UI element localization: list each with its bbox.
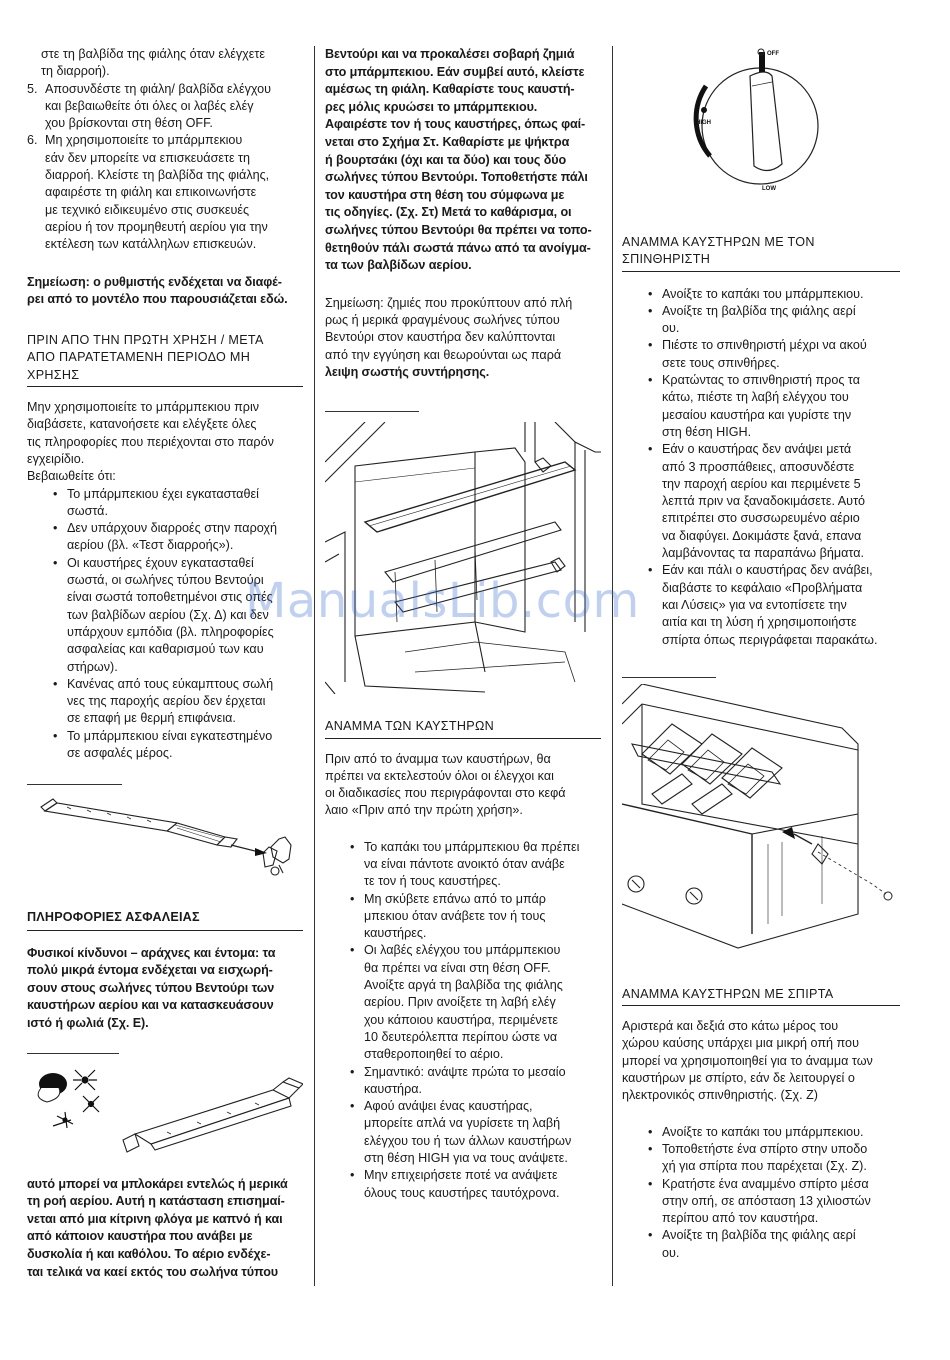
match-list — [622, 1124, 900, 1262]
text-line: Μην χρησιμοποιείτε το μπάρμπεκιου πριν — [27, 400, 260, 415]
text-line: λεπτά πριν να ξαναδοκιμάσετε. Αυτό — [662, 494, 866, 509]
text-line: σε επαφή με θερμή επιφάνεια. — [67, 711, 236, 726]
list-item — [350, 942, 601, 1063]
list-item — [53, 728, 303, 763]
text-line: Σημείωση: ο ρυθμιστής ενδέχεται να διαφέ- — [27, 274, 282, 289]
text-line: μεσαίου καυστήρα και γυρίστε την — [662, 407, 852, 422]
list-item — [27, 81, 303, 133]
text-line: Πριν από το άναμμα των καυστήρων, θα — [325, 751, 551, 766]
knob-high-label: HIGH — [696, 120, 711, 126]
text-line: • Ανοίξτε τη βαλβίδα της φιάλης αερί — [662, 1228, 856, 1243]
text-line: τα των βαλβίδων αερίου. — [325, 258, 472, 273]
text-line: από κάποιον καυστήρα που ανάβει με — [27, 1229, 253, 1244]
text-line: στη θέση HIGH για να τους ανάψετε. — [364, 1151, 568, 1166]
text-line: με τεχνικό ειδικευμένο στις συσκευές — [45, 202, 250, 217]
text-line: • Το καπάκι του μπάρμπεκιου θα πρέπει — [364, 839, 580, 854]
text-line: σωστά, οι σωλήνες τύπου Βεντούρι — [67, 573, 264, 588]
text-line: στο μπάρμπεκιου. Εάν συμβεί αυτό, κλείστε — [325, 64, 585, 79]
regulator-note — [27, 274, 303, 309]
text-line: νες της παροχής αερίου δεν έρχεται — [67, 694, 266, 709]
text-line: ηλεκτρονικός σπινθηριστής. (Σχ. Ζ) — [622, 1088, 818, 1103]
first-use-heading — [27, 332, 303, 387]
lighting-intro — [325, 751, 601, 820]
blockage-text — [27, 1176, 303, 1282]
text-line: εκτέλεση των κατάλληλων επισκευών. — [45, 237, 257, 252]
text-line: • Πιέστε το σπινθηριστή μέχρι να ακού — [662, 338, 867, 353]
text-line: των βαλβίδων αερίου (Σχ. Δ) και δεν — [67, 607, 269, 622]
text-line: στήρων). — [67, 659, 118, 674]
text-line: Αφαιρέστε τον ή τους καυστήρες, όπως φαί- — [325, 117, 586, 132]
list-item — [648, 441, 900, 562]
list-item — [350, 1098, 601, 1167]
text-line: καυστήρων με σπίρτο, εάν δε λειτουργεί ο — [622, 1071, 855, 1086]
text-line: λειψη σωστής συντήρησης. — [325, 364, 490, 379]
step-number: 5. — [27, 81, 38, 96]
list-item — [648, 337, 900, 372]
text-line: • Ανοίξτε το καπάκι του μπάρμπεκιου. — [662, 286, 864, 301]
text-line: μπεκιου όταν ανάβετε τον ή τους — [364, 908, 546, 923]
text-line: χου κάποιου καυστήρα, περιμένετε — [364, 1012, 558, 1027]
text-line: στη θέση HIGH. — [662, 424, 752, 439]
text-line: από 3 προσπάθειες, αποσυνδέστε — [662, 459, 855, 474]
match-intro — [622, 1018, 900, 1104]
safety-text — [27, 945, 303, 1033]
text-line: 10 δευτερόλεπτα περίπου ώστε να — [364, 1029, 558, 1044]
intro-continued — [27, 46, 303, 81]
text-line: μπορείτε απλά να γυρίσετε τη λαβή — [364, 1116, 561, 1131]
list-item — [53, 486, 303, 521]
list-item — [648, 1176, 900, 1228]
text-line: αμέσως τη φιάλη. Καθαρίστε τους καυστή- — [325, 82, 575, 97]
text-line: ρες μόλις κρυώσει το μπάρμπεκιου. — [325, 99, 538, 114]
text-line: τις οδηγίες. (Σχ. Στ) Μετά το καθάρισμα, οι — [325, 205, 572, 220]
text-line: σε ασφαλές μέρος. — [67, 745, 173, 760]
heading-line: ΑΝΑΜΜΑ ΚΑΥΣΤΗΡΩΝ ΜΕ ΤΟΝ — [622, 235, 815, 249]
list-item — [350, 1167, 601, 1202]
text-line: στε τη βαλβίδα της φιάλης όταν ελέγχετε — [41, 47, 265, 61]
figure-rule — [325, 411, 419, 412]
text-line: Ανοίξτε αργά τη βαλβίδα της φιάλης — [364, 978, 563, 993]
text-line: σωλήνες τύπου Βεντούρι. Τοποθετήστε πάλι — [325, 170, 588, 185]
text-line: νεται στο Σχήμα Στ. Καθαρίστε με ψήκτρα — [325, 134, 570, 149]
list-item — [648, 1227, 900, 1262]
text-line: διαβάσετε, κατανοήσετε και ελέγξετε όλες — [27, 417, 257, 432]
text-line: περίπου από τον καυστήρα. — [662, 1211, 819, 1226]
text-line: αυτό μπορεί να μπλοκάρει εντελώς ή μερικά — [27, 1176, 288, 1191]
column-1 — [27, 46, 303, 1281]
text-line: ασφαλείας και καθαρισμού των καυ — [67, 642, 264, 657]
column-3 — [622, 46, 900, 1262]
text-line: • Κρατήστε ένα αναμμένο σπίρτο μέσα — [662, 1176, 869, 1191]
column-divider-right — [612, 46, 613, 1286]
text-line: • Ανοίξτε το καπάκι του μπάρμπεκιου. — [662, 1124, 864, 1139]
text-line: σωλήνες τύπου Βεντούρι θα πρέπει να τοπο- — [325, 222, 592, 237]
step-number: 6. — [27, 133, 38, 148]
text-line: τις πληροφορίες που περιέχονται στο παρόν — [27, 434, 274, 449]
text-line: καυστήρες. — [364, 926, 427, 941]
text-line: τον καυστήρα στη θέση του σύμφωνα με — [325, 187, 565, 202]
text-line: τη ροή αερίου. Αυτή η κατάσταση επισημαί- — [27, 1194, 285, 1209]
text-line: οι διαδικασίες που περιγράφονται στο κεφά — [325, 786, 566, 801]
text-line: είναι σωστά τοποθετημένοι στις οπές — [67, 590, 273, 605]
text-line: • Αφού ανάψει ένας καυστήρας, — [364, 1099, 533, 1114]
text-line: επιτρέπει στο συσσωρευμένο αέριο — [662, 511, 860, 526]
text-line: σουν στους σωλήνες τύπου Βεντούρι των — [27, 980, 275, 995]
list-item — [53, 676, 303, 728]
text-line: κάτω, πιέστε τη λαβή ελέγχου του — [662, 390, 849, 405]
list-item — [350, 1064, 601, 1099]
venturi-tube-figure — [27, 793, 303, 893]
text-line: Βεντούρι στον καυστήρα δεν καλύπτονται — [325, 330, 556, 345]
heading-line: ΣΠΙΝΘΗΡΙΣΤΗ — [622, 252, 711, 267]
igniter-list — [622, 286, 900, 649]
text-line: λαμβάνοντας τα παραπάνω βήματα. — [662, 546, 865, 561]
figure-rule — [622, 677, 716, 678]
figure-rule — [27, 1053, 119, 1054]
text-line: ελέγχου του ή των άλλων καυστήρων — [364, 1133, 572, 1148]
text-line: • Τοποθετήστε ένα σπίρτο στην υποδο — [662, 1141, 868, 1156]
text-line: Σημείωση: ζημιές που προκύπτουν από πλή — [325, 295, 573, 310]
text-line: ται τελικά να καεί εκτός του σωλήνα τύπου — [27, 1264, 279, 1279]
lighting-list — [325, 839, 601, 1202]
text-line: σετε τους σπινθήρες. — [662, 355, 780, 370]
igniter-heading — [622, 234, 900, 272]
column-divider-left — [314, 46, 315, 1286]
text-line: να είναι πάντοτε ανοικτό όταν ανάβε — [364, 856, 565, 871]
text-line: σωστά. — [67, 503, 108, 518]
heading-line: ΑΠΟ ΠΑΡΑΤΕΤΑΜΕΝΗ ΠΕΡΙΟΔΟ ΜΗ — [27, 350, 251, 365]
text-line: • Οι λαβές ελέγχου του μπάρμπεκιου — [364, 943, 561, 958]
text-line: στην οπή, σε απόσταση 13 χιλιοστών — [662, 1193, 871, 1208]
text-line: θα πρέπει να είναι στη θέση OFF. — [364, 960, 551, 975]
text-line: • Κανένας από τους εύκαμπτους σωλή — [67, 676, 274, 691]
column-2 — [325, 46, 601, 1202]
text-line: • Εάν ο καυστήρας δεν ανάψει μετά — [662, 442, 852, 457]
text-line: αερίου. Πριν ανοίξετε τη λαβή ελέγ — [364, 995, 556, 1010]
text-line: από την εγγύηση και θεωρούνται ως παρά — [325, 347, 562, 362]
figure-rule — [27, 784, 122, 785]
text-line: αιτία και τη λύση ή χρησιμοποιήστε — [662, 615, 857, 630]
text-line: πολύ μικρά έντομα ενδέχεται να εισχωρή- — [27, 963, 273, 978]
lighting-heading: ΑΝΑΜΜΑ ΤΩΝ ΚΑΥΣΤΗΡΩΝ — [325, 718, 601, 738]
text-line: χου βρίσκονται στη θέση OFF. — [45, 116, 213, 131]
text-line: εγχειρίδιο. — [27, 451, 85, 466]
safety-heading: ΠΛΗΡΟΦΟΡΙΕΣ ΑΣΦΑΛΕΙΑΣ — [27, 909, 303, 930]
cleaning-text — [325, 46, 601, 275]
text-line: • Δεν υπάρχουν διαρροές στην παροχή — [67, 521, 278, 536]
list-item — [648, 286, 900, 303]
knob-low-label: LOW — [762, 186, 776, 192]
text-line: υπάρχουν εμπόδια (βλ. πληροφορίες — [67, 624, 274, 639]
list-item — [53, 520, 303, 555]
text-line: • Το μπάρμπεκιου έχει εγκατασταθεί — [67, 486, 259, 501]
text-line: Αποσυνδέστε τη φιάλη/ βαλβίδα ελέγχου — [45, 81, 272, 96]
text-line: αερίου ή τον προμηθευτή αερίου για την — [45, 219, 268, 234]
burner-removal-figure — [325, 422, 601, 694]
text-line: ιστό ή φωλιά (Σχ. Ε). — [27, 1015, 149, 1030]
list-item — [350, 839, 601, 891]
text-line: ρως ή μερικά φραγμένους σωλήνες τύπου — [325, 313, 560, 328]
text-line: διαβάστε το κεφάλαιο «Προβλήματα — [662, 580, 863, 595]
text-line: • Μη σκύβετε επάνω από το μπάρ — [364, 891, 546, 906]
text-line: σταθεροποιηθεί το αέριο. — [364, 1047, 504, 1062]
text-line: • Κρατώντας το σπινθηριστή προς τα — [662, 373, 860, 388]
text-line: σπίρτα όπως περιγράφεται παρακάτω. — [662, 632, 878, 647]
text-line: • Το μπάρμπεκιου είναι εγκατεστημένο — [67, 728, 273, 743]
knob-off-label: OFF — [767, 51, 779, 57]
list-item — [648, 372, 900, 441]
heading-line: ΠΡΙΝ ΑΠΟ ΤΗΝ ΠΡΩΤΗ ΧΡΗΣΗ / ΜΕΤΑ — [27, 333, 264, 348]
text-line: την παροχή αερίου και περιμένετε 5 — [662, 476, 861, 491]
watermark: ManualsLib.com — [245, 573, 640, 629]
text-line: δυσκολία ή και καθόλου. Το αέριο ενδέχε- — [27, 1246, 271, 1261]
text-line: χώρου καύσης υπάρχει μια μικρή οπή που — [622, 1036, 859, 1051]
heading-line: ΧΡΗΣΗΣ — [27, 367, 80, 382]
checklist — [27, 486, 303, 763]
text-line: τη διαρροή). — [41, 64, 110, 79]
text-line: Φυσικοί κίνδυνοι – αράχνες και έντομα: τα — [27, 945, 276, 960]
text-line: χή για σπίρτα που παρέχεται (Σχ. Ζ). — [662, 1159, 867, 1174]
text-line: • Οι καυστήρες έχουν εγκατασταθεί — [67, 555, 254, 570]
text-line: Βεντούρι και να προκαλέσει σοβαρή ζημιά — [325, 47, 575, 61]
text-line: να διαφύγει. Δοκιμάστε ξανά, επανα — [662, 528, 862, 543]
list-item — [648, 1124, 900, 1141]
text-line: μπορεί να χρησιμοποιηθεί για το άναμμα των — [622, 1053, 873, 1068]
text-line: ου. — [662, 321, 680, 336]
text-line: Αριστερά και δεξιά στο κάτω μέρος του — [622, 1019, 839, 1034]
control-knob-figure — [622, 46, 900, 196]
match-hole-figure — [622, 684, 900, 960]
list-item — [648, 1141, 900, 1176]
warranty-note — [325, 295, 601, 381]
first-use-text — [27, 399, 303, 485]
text-line: • Ανοίξτε τη βαλβίδα της φιάλης αερί — [662, 303, 856, 318]
text-line: θετηθούν πάλι σωστά πάνω από τα ανοίγμα- — [325, 240, 591, 255]
text-line: διαρροή. Κλείστε τη βαλβίδα της φιάλης, — [45, 168, 270, 183]
list-item — [27, 132, 303, 253]
text-line: καυστήρων αερίου και να κατασκευάσουν — [27, 998, 274, 1013]
steps-list — [27, 81, 303, 254]
text-line: Μη χρησιμοποιείτε το μπάρμπεκιου — [45, 133, 243, 148]
text-line: ου. — [662, 1245, 680, 1260]
text-line: όλους τους καυστήρες ταυτόχρονα. — [364, 1185, 560, 1200]
list-item — [53, 555, 303, 676]
text-line: και Λύσεις» για να εντοπίσετε την — [662, 597, 847, 612]
text-line: αερίου (βλ. «Τεστ διαρροής»). — [67, 538, 234, 553]
text-line: ρει από το μοντέλο που παρουσιάζεται εδώ. — [27, 291, 288, 306]
list-item — [648, 562, 900, 648]
text-line: πρέπει να εκτελεστούν όλοι οι έλεγχοι και — [325, 768, 554, 783]
text-line: και βεβαιωθείτε ότι όλες οι λαβές ελέγ — [45, 98, 254, 113]
text-line: καυστήρα. — [364, 1081, 423, 1096]
list-item — [648, 303, 900, 338]
text-line: εάν δεν μπορείτε να επισκευάσετε τη — [45, 150, 251, 165]
text-line: τε τον ή τους καυστήρες. — [364, 874, 501, 889]
list-item — [350, 891, 601, 943]
text-line: • Σημαντικό: ανάψτε πρώτα το μεσαίο — [364, 1064, 566, 1079]
text-line: • Εάν και πάλι ο καυστήρας δεν ανάβει, — [662, 563, 873, 578]
text-line: • Μην επιχειρήσετε ποτέ να ανάψετε — [364, 1168, 558, 1183]
text-line: ή βουρτσάκι (όχι και τα δύο) και τους δύο — [325, 152, 567, 167]
text-line: νεται από μια κίτρινη φλόγα με καπνό ή και — [27, 1211, 283, 1226]
match-heading: ΑΝΑΜΜΑ ΚΑΥΣΤΗΡΩΝ ΜΕ ΣΠΙΡΤΑ — [622, 986, 900, 1006]
insects-figure — [27, 1058, 303, 1170]
text-line: λαιο «Πριν από την πρώτη χρήση». — [325, 803, 523, 818]
text-line: αφαιρέστε τη φιάλη και επικοινωνήστε — [45, 185, 257, 200]
text-line: Βεβαιωθείτε ότι: — [27, 469, 116, 484]
